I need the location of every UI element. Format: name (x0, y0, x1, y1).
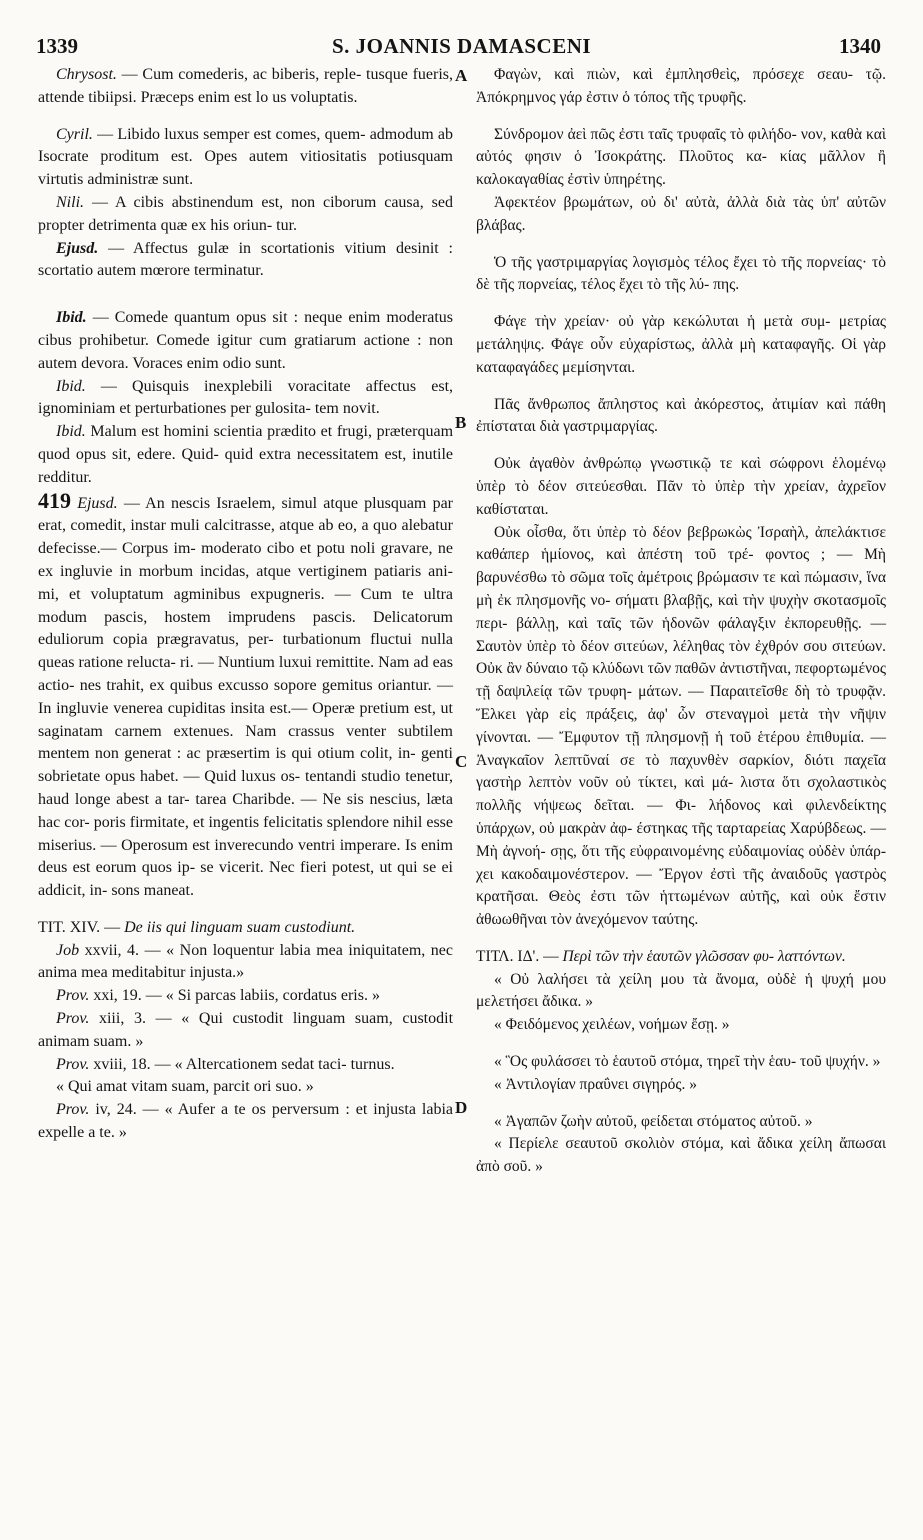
margin-letter-c: C (455, 752, 468, 771)
quotation: « Οὐ λαλήσει τὰ χείλη μου τὰ ἄνομα, οὐδὲ ἡ ψυχή μου μελετήσει ἄδικα. » (476, 970, 886, 1011)
source-ref: Chrysost. (56, 66, 117, 83)
paragraph-text: — An nescis Israelem, simul atque plusquam par erat, comedit, instar muli calcitrasse, atque ab eo, a quo alebatur defecisse.— Corpus im- moderato cibo et potu noli gravare, ne ex ingluvie in morbum incidas, atque vertiginem patiaris ani- mi, et voluptatum agminibus expugneris. — Cum te ultra modum pascis, hostem imprudens pascis. Delicatorum eduliorum copia prægravatus, per- turbationum fluctui nulla queas ratione relucta- ri. — Nuntium luxui remittite. Nam ad eas actio- nes trahit, ex quibus excusso sopore gemitus oriantur. — In ingluvie venerea cupiditas insita est.— Operæ pretium est, ut saginatam carnem extenues. Nam crassus venter subtilem mentem non generat : ac præsertim is qui otium colit, in- genti sobrietate opus habet. — Quid luxus os- tentandi studio tenetur, haud longe abest a tar- tarea Charibde. — Ne sis nescius, læta hac cor- poris firmitate, et ingentis felicitatis splendore nihil esse miserius. — Operosum est inverecundo ventri imperare. Is enim deus est eorum quos ip- se vicerit. Nec fieri potest, ut qui se ei addicit, in- sons maneat. (38, 494, 453, 900)
section-label: ΤΙΤΛ. ΙΔ'. — (476, 947, 559, 965)
latin-column (38, 64, 453, 1145)
paragraph (38, 64, 453, 110)
source-ref: Cyril. (56, 125, 93, 143)
greek-column (476, 64, 886, 1179)
quotation: « Φειδόμενος χειλέων, νοήμων ἔσῃ. » (494, 1016, 730, 1034)
quotation: « Ἀγαπῶν ζωὴν αὐτοῦ, φείδεται στόματος αὐτοῦ. » (494, 1112, 813, 1130)
paragraph-text: — Libido luxus semper est comes, quem- admodum ab Isocrate proditum est. Opes autem vitiositatis potiusquam virtutis administræ sunt. (38, 125, 454, 189)
paragraph (38, 487, 453, 903)
section-heading: De iis qui linguam suam custodiunt. (124, 918, 356, 936)
quotation: « Περίελε σεαυτοῦ σκολιὸν στόμα, καὶ ἄδικα χείλη ἄπωσαι ἀπὸ σοῦ. » (476, 1135, 886, 1176)
paragraph (38, 124, 453, 192)
running-title: S. JOANNIS DAMASCENI (331, 34, 592, 58)
quotation: « Ὃς φυλάσσει τὸ ἑαυτοῦ στόμα, τηρεῖ τὴν ἑαυ- τοῦ ψυχήν. » (494, 1053, 881, 1071)
quotation (38, 1099, 453, 1145)
left-page-number: 1339 (36, 34, 78, 58)
source-ref: Prov. (56, 987, 90, 1005)
paragraph: Ἀφεκτέον βρωμάτων, οὐ δι' αὐτὰ, ἀλλὰ διὰ τὰς ὑπ' αὐτῶν βλάβας. (476, 193, 886, 234)
paragraph-text: — Quisquis inexplebili voracitate affectus est, ignominiam et perturbationes per gulosita- tem novit. (38, 377, 454, 418)
page-header (30, 30, 893, 62)
quotation (38, 985, 453, 1008)
quotation-text: xiii, 3. — « Qui custodit linguam suam, custodit animam suam. » (38, 1010, 454, 1050)
quotation (38, 1054, 453, 1077)
source-ref: Ibid. (56, 423, 86, 441)
paragraph (38, 421, 453, 489)
source-ref: Job (56, 941, 80, 959)
source-ref: Ibid. (56, 309, 87, 327)
paragraph: Οὐκ ἀγαθὸν ἀνθρώπῳ γνωστικῷ τε καὶ σώφρονι ἑλομένῳ ὑπὲρ τὸ δέον σιτεύεσθαι. Πᾶν τὸ ὑπὲρ τὴν χρείαν, ἀχρεῖον καθίσταται. (476, 455, 886, 518)
quotation-text: xxi, 19. — « Si parcas labiis, cordatus eris. » (93, 987, 380, 1005)
paragraph-text: — Affectus gulæ in scortationis vitium desinit : scortatio autem mœrore terminatur. (38, 239, 453, 280)
paragraph: Πᾶς ἄνθρωπος ἄπληστος καὶ ἀκόρεστος, ἀτιμίαν καὶ πάθη ἐπίσταται διὰ γαστριμαργίας. (476, 395, 886, 436)
source-ref: Nili. (56, 193, 85, 211)
paragraph-text: — Cum comederis, ac biberis, reple- tusque fueris, attende tibiipsi. Præceps enim est lo us voluptatis. (38, 66, 454, 106)
column-number: 419 (38, 487, 71, 513)
paragraph-text: — Comede quantum opus sit : neque enim moderatus cibus prohibetur. Comede igitur cum gratiarum actione : non autem devora. Voraces enim odio sunt. (38, 309, 453, 372)
paragraph: Φαγὼν, καὶ πιὼν, καὶ ἐμπλησθεὶς, πρόσεχε σεαυ- τῷ. Ἀπόκρημνος γάρ ἐστιν ὁ τόπος τῆς τρυφῆς. (476, 66, 886, 106)
source-ref: Prov. (56, 1010, 90, 1028)
paragraph: Οὐκ οἶσθα, ὅτι ὑπὲρ τὸ δέον βεβρωκὼς Ἰσραὴλ, ἀπελάκτισε καθάπερ ἡμίονος, καὶ ἀπέστη τοῦ τρέ- φοντος ; — Μὴ βαρυνέσθω τὸ σῶμα τοῖς ἀμέτροις βρώμασιν τε καὶ πώμασιν, ἵνα μὴ ἐκ πλησμονῆς νο- σήματι βλαβῇς, καὶ τὴν ψυχὴν σκοτασμοῖς περι- βάλλῃ, καὶ ταῖς τῶν ἡδονῶν φάλαγξιν ἐκπορευθῇς. — Σαυτὸν ὑπὲρ τὸ δέον σιτεύων, λέληθας τὸν ἐχθρόν σου σιτεύων. Οὐκ ἂν δύναιο τῷ κλύδωνι τῶν παθῶν ἀντιστῆναι, πεφορτωμένος τῇ δαψιλείᾳ τῶν τρυφη- μάτων. — Παραιτεῖσθε δὴ τὸ τρυφᾷν. Ἕλκει γὰρ εἰς πράξεις, ἀφ' ὧν στεναγμοὶ μετὰ τὴν νῆψιν γίνονται. — Ἔμφυτον τῇ πλησμονῇ ἡ τοῦ ἑτέρου ἐπιθυμία. — Ἀναγκαῖον λεπτῦναί σε τὸ παχυνθὲν σαρκίον, διότι παχεῖα γαστὴρ λεπτὸν νοῦν οὐ τίκτει, καὶ μά- λιστα ὅτι σχολαστικὸς πολλῆς νήψεως δεῖται. — Φι- λήδονος καὶ φιλενδείκτης ὑπάρχων, οὐ μακρὰν ἀφ- έστηκας τῆς ταρταρείας Χαρύβδεως. — Μὴ ἀγνοή- σῃς, ὅτι τῆς εὐφραινομένης εὐδαιμονίας οὐδὲν ὑπάρ- χει κακοδαιμονέστερον. — Ἔργον ἐστὶ τῆς ἀναιδοῦς γαστρὸς κρατῆσαι. Θεὸς ἐστι τῶν ἡττωμένων αὐτῆς, καὶ οὐκ ἔστιν ἀθωωθῆναι τὸν ἀνεχόμενον ταύτης. (476, 523, 886, 929)
margin-letter-b: B (455, 413, 467, 432)
margin-letter-a: A (455, 66, 468, 85)
source-ref: Prov. (56, 1055, 90, 1073)
quotation-text: « Qui amat vitam suam, parcit ori suo. » (56, 1078, 314, 1096)
paragraph-text: — A cibis abstinendum est, non ciborum causa, sed propter detrimenta quæ ex his oriun- tur. (38, 193, 453, 234)
quotation-text: xxvii, 4. — « Non loquentur labia mea iniquitatem, nec anima mea meditabitur injusta.» (38, 941, 453, 982)
margin-letter-d: D (455, 1098, 468, 1117)
quotation-text: xviii, 18. — « Altercationem sedat taci- turnus. (93, 1055, 395, 1073)
section-title (476, 946, 886, 969)
source-ref: Prov. (56, 1101, 90, 1119)
section-label: TIT. XIV. — (38, 918, 121, 936)
section-title (38, 917, 453, 940)
quotation (38, 1076, 453, 1099)
source-ref: Ejusd. (77, 494, 118, 512)
quotation (38, 1008, 453, 1054)
right-page-number: 1340 (839, 34, 881, 58)
paragraph (38, 238, 453, 284)
paragraph: Ὁ τῆς γαστριμαργίας λογισμὸς τέλος ἔχει τὸ τῆς πορνείας· τὸ δὲ τῆς πορνείας, τέλος ἔχει τὸ τῆς λύ- πης. (476, 253, 886, 294)
paragraph: Φάγε τὴν χρείαν· οὐ γὰρ κεκώλυται ἡ μετὰ συμ- μετρίας μετάληψις. Φάγε οὖν εὐχαρίστως, ἀλλὰ μὴ καταφαγῆς. Οἱ γὰρ καταφαγάδες μεμίσηνται. (476, 313, 886, 376)
source-ref: Ibid. (56, 377, 86, 395)
paragraph (38, 307, 453, 375)
paragraph-text: Malum est homini scientia prædito et frugi, præterquam quod opus sit, edere. Quid- quid extra necessitatem est, inutile redditur. (38, 423, 454, 486)
quotation-text: iv, 24. — « Aufer a te os perversum : et injusta labia expelle a te. » (38, 1101, 454, 1142)
section-heading: Περὶ τῶν τὴν ἑαυτῶν γλῶσσαν φυ- λαττόντων. (562, 947, 846, 965)
quotation (38, 940, 453, 986)
source-ref: Ejusd. (56, 239, 99, 257)
quotation: « Ἀντιλογίαν πραΰνει σιγηρός. » (494, 1075, 698, 1093)
paragraph (38, 192, 453, 238)
paragraph: Σύνδρομον ἀεὶ πῶς ἐστι ταῖς τρυφαῖς τὸ φιλήδο- νον, καθὰ καὶ αὐτός φησιν ὁ Ἰσοκράτης. Πλοῦτος κα- κίας μᾶλλον ἢ καλοκαγαθίας ἐστὶν ὑπηρέτης. (476, 125, 886, 189)
paragraph (38, 376, 453, 422)
